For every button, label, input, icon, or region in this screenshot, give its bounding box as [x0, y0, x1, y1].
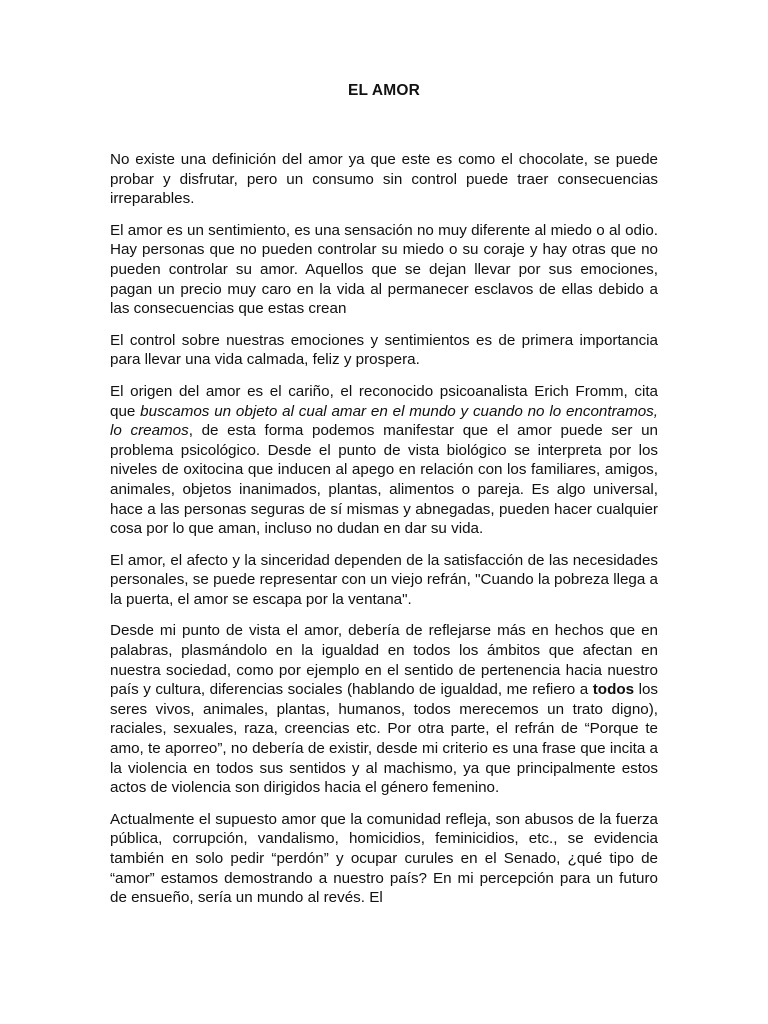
paragraph-4-text-b: , de esta forma podemos manifestar que el amor puede ser un problema psicológico. Desde el punto de vista biológico se interpreta por los niveles de oxitocina que inducen al apego en relación con los familiares, amigos, animales, objetos inanimados, plantas, alimentos o pareja. Es algo universal, hace a las personas seguras de sí mismas y abnegadas, pueden hacer cualquier cosa por lo que aman, incluso no dudan en dar su vida. — [110, 422, 658, 538]
paragraph-3: El control sobre nuestras emociones y sentimientos es de primera importancia para llevar una vida calmada, feliz y prospera. — [110, 331, 658, 369]
paragraph-6-text-a: Desde mi punto de vista el amor, debería de reflejarse más en hechos que en palabras, plasmándolo en la igualdad en todos los ámbitos que afectan en nuestra sociedad, como por ejemplo en el sentido de pertenencia hacia nuestro país y cultura, diferencias sociales (hablando de igualdad, me refiero a — [110, 622, 658, 699]
paragraph-6 — [110, 621, 658, 797]
fromm-quote: buscamos un objeto al cual amar en el mundo y cuando no lo encontramos, lo creamos — [110, 402, 658, 440]
paragraph-4-text-a: El origen del amor es el cariño, el reconocido psicoanalista Erich Fromm, cita que — [110, 382, 658, 420]
document-title: EL AMOR — [347, 82, 420, 99]
paragraph-4 — [110, 382, 658, 539]
paragraph-1: No existe una definición del amor ya que este es como el chocolate, se puede probar y disfrutar, pero un consumo sin control puede traer consecuencias irreparables. — [110, 151, 658, 208]
paragraph-2: El amor es un sentimiento, es una sensación no muy diferente al miedo o al odio. Hay personas que no pueden controlar su miedo o su coraje y hay otras que no pueden controlar su amor. Aquellos que se dejan llevar por sus emociones, pagan un precio muy caro en la vida al permanecer esclavos de ellas debido a las consecuencias que estas crean — [110, 221, 658, 318]
document-body — [110, 150, 658, 920]
paragraph-6-text-b: los seres vivos, animales, plantas, humanos, todos merecemos un trato digno), raciales, sexuales, raza, creencias etc. Por otra parte, el refrán de “Porque te amo, te aporreo”, no debería de existir, desde mi criterio es una frase que incita a la violencia en todos sus sentidos y al machismo, ya que principalmente estos actos de violencia son dirigidos hacia el género femenino. — [110, 681, 659, 797]
emphasis-todos: todos — [592, 681, 635, 699]
paragraph-5: El amor, el afecto y la sinceridad dependen de la satisfacción de las necesidades personales, se puede representar con un viejo refrán, "Cuando la pobreza llega a la puerta, el amor se escapa por la ventana". — [110, 551, 658, 608]
paragraph-7: Actualmente el supuesto amor que la comunidad refleja, son abusos de la fuerza pública, corrupción, vandalismo, homicidios, feminicidios, etc., se evidencia también en solo pedir “perdón” y ocupar curules en el Senado, ¿qué tipo de “amor” estamos demostrando a nuestro país? En mi percepción para un futuro de ensueño, sería un mundo al revés. El — [110, 810, 658, 907]
